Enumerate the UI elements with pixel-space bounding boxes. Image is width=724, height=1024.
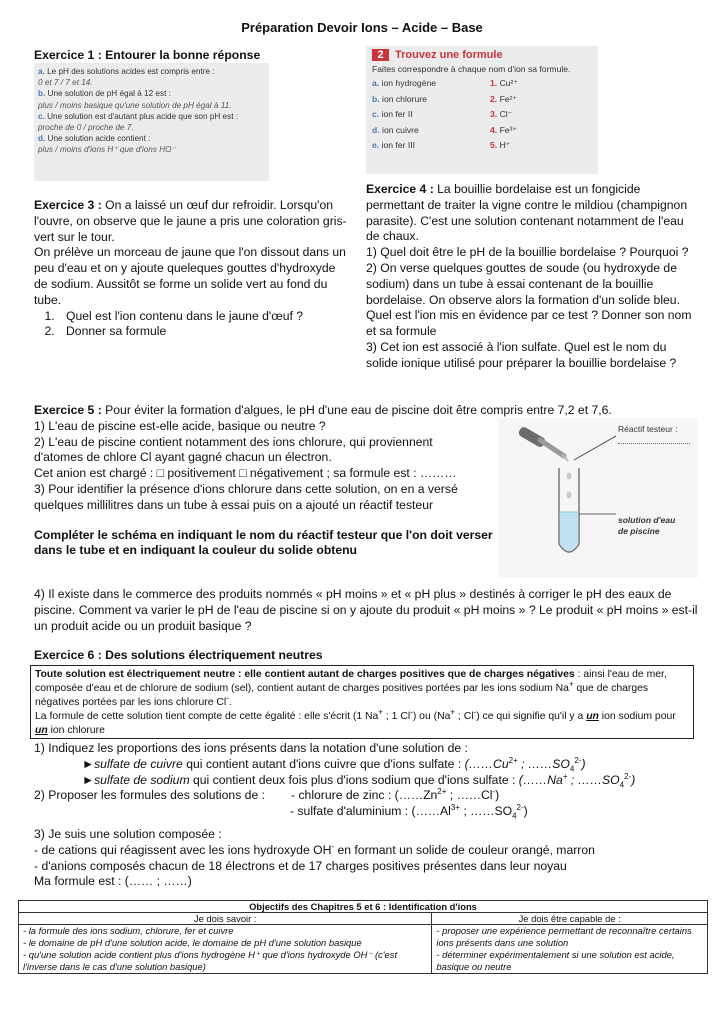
objectives-col-know: Je dois savoir : (19, 913, 432, 925)
ex6-q3-c: Ma formule est : (…… ; ……) (34, 874, 192, 889)
objectives-able-list: - proposer une expérience permettant de reconnaître certains ions présents dans une solution - déterminer expérimentalement si une solution est acide, basique ou neutre (432, 925, 708, 974)
ex5-line: 1) L'eau de piscine est-elle acide, basique ou neutre ? (34, 418, 326, 433)
ex6-q3-a: - de cations qui réagissent avec les ions hydroxyde OH- en formant un solide de couleur orangé, marron (34, 841, 595, 857)
ex6-heading: Exercice 6 : Des solutions électriquement neutres (34, 648, 323, 662)
objectives-title: Objectifs des Chapitres 5 et 6 : Identification d'ions (19, 901, 708, 913)
ex6-q2: 2) Proposer les formules des solutions de : - chlorure de zinc : ($\dots\dots Zn^{2+}$ ; ……Cl-) (34, 787, 500, 803)
ex1-line-c: c. Une solution est d'autant plus acide que son pH est : (38, 111, 239, 121)
ex1-line-b-ans: plus / moins basique qu'une solution de pH égal à 11. (38, 100, 232, 110)
ex2-image (366, 46, 598, 174)
ex6-q3: 3) Je suis une solution composée : (34, 826, 222, 841)
ex3-question: 1. Quel est l'ion contenu dans le jaune d'œuf ? (58, 309, 352, 325)
ex1-line-c-ans: proche de 0 / proche de 7. (38, 123, 134, 133)
ex4-q3: 3) Cet ion est associé à l'ion sulfate. Quel est le nom du solide ionique utilisé pour préparer la bouillie bordelaise ? (366, 339, 677, 370)
ex6-q1: 1) Indiquez les proportions des ions présents dans la notation d'une solution de : (34, 741, 468, 755)
ex3-question: 2. Donner sa formule (58, 324, 352, 340)
arrow-icon: ► (82, 756, 95, 771)
objectives-know-list: - la formule des ions sodium, chlorure, fer et cuivre - le domaine de pH d'une solution acide, le domaine de pH d'une solution basique - qu'une solution acide contient plus d'ions hydrogène H⁺ que d'ions hydroxyde OH⁻ (c'est l'inverse dans le cas d'une solution basique) (19, 925, 432, 974)
ex4-block (366, 182, 696, 372)
objectives-table (18, 900, 708, 974)
ex2-number: 2 (372, 49, 389, 61)
ex5-heading: Exercice 5 : (34, 403, 102, 417)
ex5-line: d'atomes de chlore Cl ayant gagné chacun un électron. (34, 450, 332, 465)
solution-label-2: de piscine (618, 526, 660, 536)
ex1-line-a-ans: 0 et 7 / 7 et 14. (38, 78, 93, 88)
ex1-line-d-ans: plus / moins d'ions H⁺ que d'ions HO⁻ (38, 145, 176, 155)
ex5-figure (498, 418, 698, 578)
ex1-line-d: d. Une solution acide contient : (38, 134, 151, 144)
ex5-q4-block (34, 587, 704, 634)
ex4-heading: Exercice 4 : (366, 182, 434, 196)
ex2-row: a. ion hydrogène 1. Cu²⁺ (372, 78, 518, 88)
ex2-heading: Trouvez une formule (395, 49, 503, 61)
ex1-line-b: b. Une solution de pH égal à 12 est : (38, 89, 171, 99)
ex1-image (34, 63, 269, 181)
ex5-line: 3) Pour identifier la présence d'ions chlorure dans cette solution, on en a versé (34, 481, 458, 496)
ex6-q2-b: - sulfate d'aluminium : ($\dots\dots Al^{3+}$ ; $\dots\dots SO_4^{2-}$) (290, 803, 528, 821)
ex5-q4: 4) Il existe dans le commerce des produits nommés « pH moins » et « pH plus » destinés à corriger le pH des eaux de piscine. Comment va varier le pH de l'eau de piscine si on y ajoute du produit « pH moins » ? Le produit « pH moins » est-il un produit acide ou un produit basique ? (34, 587, 698, 633)
ex6-questions (34, 741, 704, 890)
ex5-line: Cet anion est chargé : □ positivement □ négativement ; sa formule est : ……… (34, 466, 457, 481)
ex2-row: d. ion cuivre 4. Fe³⁺ (372, 124, 517, 135)
ex5-intro: Pour éviter la formation d'algues, le pH d'une eau de piscine doit être compris entre 7,2 et 7,6. (101, 403, 612, 417)
reactif-label: Réactif testeur : (618, 424, 678, 434)
ex3-block (34, 198, 352, 340)
ex2-row: e. ion fer III 5. H⁺ (372, 140, 511, 150)
ex6-q1-b: ►sulfate de sodium qui contient deux fois plus d'ions sodium que d'ions sulfate : (……Na+ ; $\dots\dots SO_4^{2-}$) (82, 771, 636, 790)
reactif-answer-line (618, 433, 690, 444)
objectives-col-able: Je dois être capable de : (432, 913, 708, 925)
ex2-instruction: Faites correspondre à chaque nom d'ion sa formule. (372, 64, 571, 74)
ex5-instruction: Compléter le schéma en indiquant le nom du réactif testeur que l'on doit verser (34, 527, 493, 542)
ex2-row: b. ion chlorure 2. Fe²⁺ (372, 93, 517, 104)
ex5-line: quelques millilitres dans un tube à essai puis on a ajouté un réactif testeur (34, 497, 434, 512)
solution-label-1: solution d'eau (618, 515, 676, 525)
ex3-text1: On a laissé un œuf dur refroidir. Lorsqu'on l'ouvre, on observe que le jaune a pris une coloration gris-vert sur le tour. (34, 198, 347, 244)
ex6-q3-b: - d'anions composés chacun de 18 électrons et de 17 charges positives présentes dans leur noyau (34, 858, 567, 873)
ex1-line-a: a. Le pH des solutions acides est compris entre : (38, 67, 215, 76)
ex3-heading: Exercice 3 : (34, 198, 102, 212)
page-title: Préparation Devoir Ions – Acide – Base (241, 20, 483, 35)
ex4-q1: 1) Quel doit être le pH de la bouillie bordelaise ? Pourquoi ? (366, 245, 689, 260)
ex6-q1-a: ►sulfate de cuivre qui contient autant d'ions cuivre que d'ions sulfate : ($\dots\dots Cu^{2+}$ ; $\dots\dots SO_4^{2-}$) (82, 755, 586, 774)
ex3-text2: On prélève un morceau de jaune que l'on dissout dans un peu d'eau et on y ajoute queleques gouttes d'hydroxyde de sodium. Aussitôt se forme un solide vert au fond du tube. (34, 245, 346, 307)
ex4-text: La bouillie bordelaise est un fongicide permettant de traiter la vigne contre le mildiou (champignon parasite). C'est une solution contenant notamment de l'eau de chaux. (366, 182, 688, 244)
arrow-icon: ► (82, 772, 95, 787)
ex2-row: c. ion fer II 3. Cl⁻ (372, 109, 513, 119)
ex5-line: 2) L'eau de piscine contient notamment des ions chlorure, qui proviennent (34, 434, 433, 449)
ex6-info-box: Toute solution est électriquement neutre : elle contient autant de charges positives que de charges négatives : ainsi l'eau de mer, composée d'eau et de chlorure de sodium (sel), contient autant de charges positives portées par les ions sodium Na+ que de charges négatives portées par les ions chlorure Cl-. La formule de cette solution tient compte de cette égalité : elle s'écrit (1 Na+ ; 1 Cl-) ou (Na+ ; Cl-) ce qui signifie qu'il y a un ion sodium pour un ion chlorure (30, 665, 694, 739)
ex1-heading: Exercice 1 : Entourer la bonne réponse (34, 48, 261, 62)
ex5-instruction: dans le tube et en indiquant la couleur du solide obtenu (34, 543, 357, 558)
ex4-q2: 2) On verse quelques gouttes de soude (ou hydroxyde de sodium) dans un tube à essai contenant de la bouillie bordelaise. On observe alors la formation d'un solide bleu. Quel est l'ion mis en évidence par ce test ? Donner son nom et sa formule (366, 260, 692, 339)
